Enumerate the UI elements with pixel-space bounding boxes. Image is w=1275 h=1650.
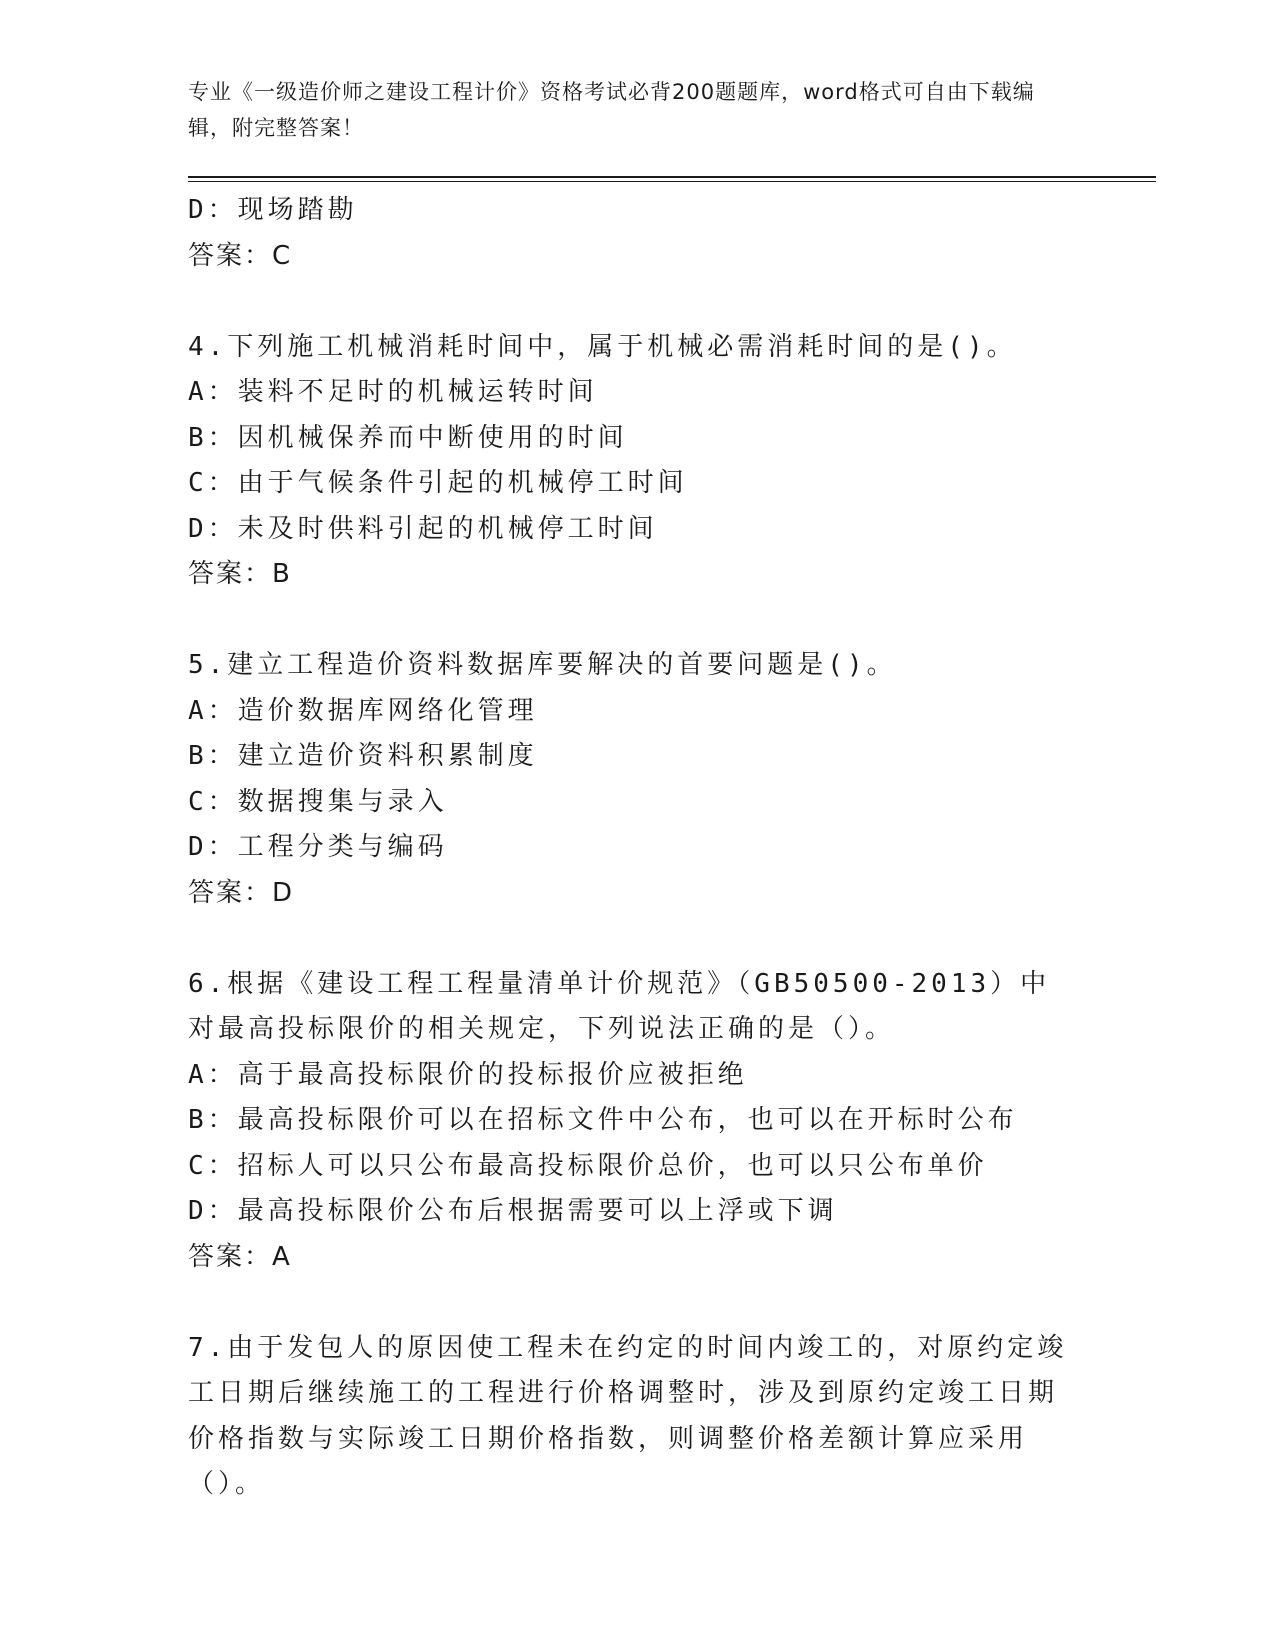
spacer xyxy=(188,279,1068,325)
spacer xyxy=(188,1280,1068,1326)
spacer xyxy=(188,598,1068,644)
header-rule-thin xyxy=(188,181,1156,182)
q4-option-a: A：装料不足时的机械运转时间 xyxy=(188,377,598,407)
spacer xyxy=(188,916,1068,962)
q4-stem: 4.下列施工机械消耗时间中，属于机械必需消耗时间的是()。 xyxy=(188,331,1017,362)
q5-stem: 5.建立工程造价资料数据库要解决的首要问题是()。 xyxy=(188,650,897,680)
page-header: 专业《一级造价师之建设工程计价》资格考试必背200题题库，word格式可自由下载编辑，附完整答案！ xyxy=(188,80,1035,140)
q6-option-d: D：最高投标限价公布后根据需要可以上浮或下调 xyxy=(188,1196,838,1226)
q4-answer: 答案：B xyxy=(188,559,292,589)
q5-option-a: A：造价数据库网络化管理 xyxy=(188,695,538,726)
q4-option-c: C：由于气候条件引起的机械停工时间 xyxy=(188,468,688,498)
q6-stem: 6.根据《建设工程工程量清单计价规范》（GB50500-2013）中对最高投标限价的相关规定，下列说法正确的是（）。 xyxy=(188,968,1051,1044)
q4-option-b: B：因机械保养而中断使用的时间 xyxy=(188,422,628,453)
q5-answer: 答案：D xyxy=(188,877,295,908)
q5-option-d: D：工程分类与编码 xyxy=(188,832,448,862)
q6-option-c: C：招标人可以只公布最高投标限价总价，也可以只公布单价 xyxy=(188,1150,988,1181)
q3-option-d: D：现场踏勘 xyxy=(188,195,358,225)
q6-option-b: B：最高投标限价可以在招标文件中公布，也可以在开标时公布 xyxy=(188,1105,1018,1135)
question-list xyxy=(188,188,1068,1508)
q5-option-c: C：数据搜集与录入 xyxy=(188,786,448,817)
q3-answer: 答案：C xyxy=(188,240,293,271)
q4-option-d: D：未及时供料引起的机械停工时间 xyxy=(188,513,658,544)
header-rule-thick xyxy=(188,176,1156,178)
q6-answer: 答案：A xyxy=(188,1241,292,1272)
q6-option-a: A：高于最高投标限价的投标报价应被拒绝 xyxy=(188,1059,748,1090)
q5-option-b: B：建立造价资料积累制度 xyxy=(188,741,538,771)
q7-stem: 7.由于发包人的原因使工程未在约定的时间内竣工的，对原约定竣工日期后继续施工的工程进行价格调整时，涉及到原约定竣工日期价格指数与实际竣工日期价格指数，则调整价格差额计算应采用（）。 xyxy=(188,1332,1068,1499)
